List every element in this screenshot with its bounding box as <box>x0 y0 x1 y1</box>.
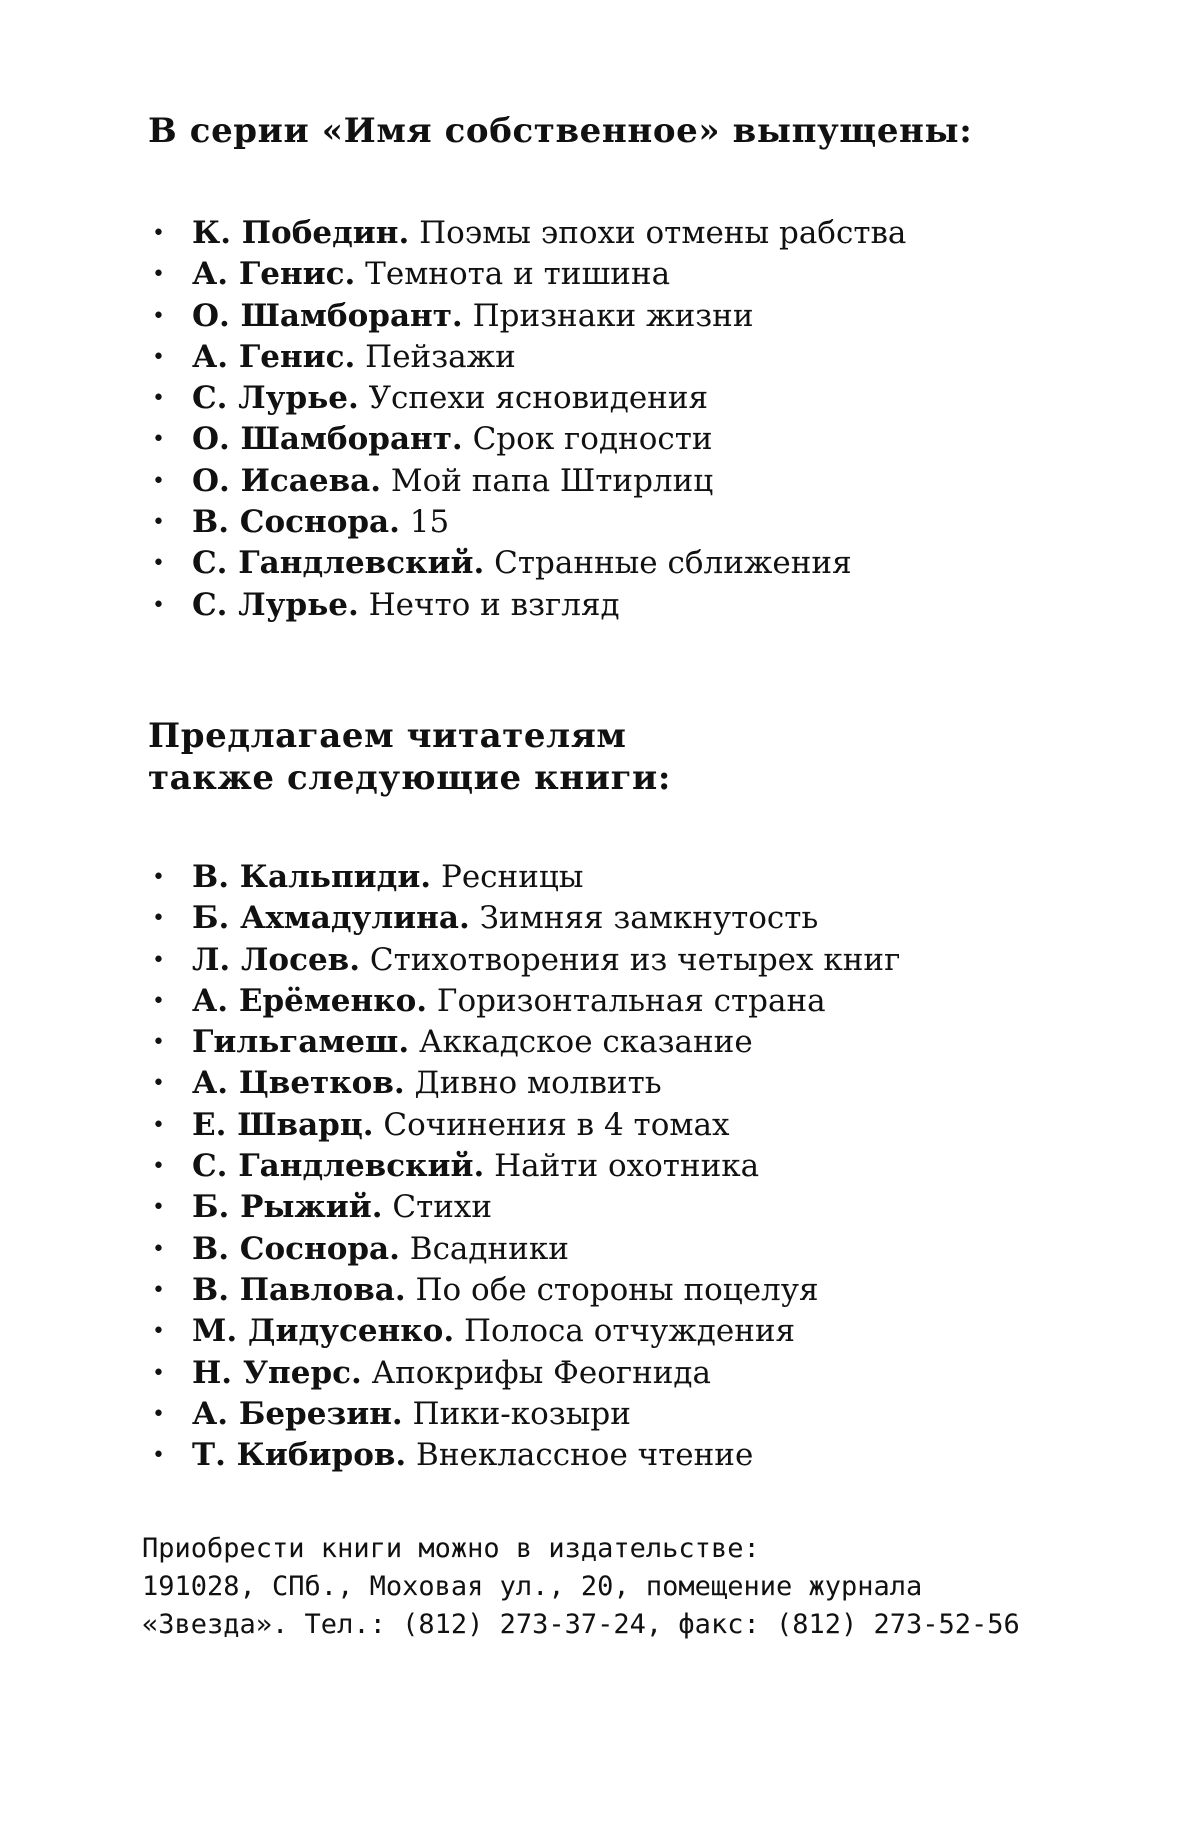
book-author: Б. Рыжий. <box>192 1189 383 1226</box>
book-title: Нечто и взгляд <box>358 586 620 623</box>
book-author: А. Генис. <box>192 338 356 375</box>
book-title: Стихотворения из четырех книг <box>360 941 901 978</box>
book-author: А. Ерёменко. <box>192 982 428 1019</box>
bullet-icon: • <box>152 1277 165 1303</box>
book-title: 15 <box>399 504 450 541</box>
list-item <box>148 213 1108 254</box>
book-title: Дивно молвить <box>404 1065 662 1102</box>
contact-line-2: 191028, СПб., Моховая ул., 20, помещение журнала <box>142 1571 923 1602</box>
bullet-icon: • <box>152 221 165 246</box>
book-author: А. Березин. <box>192 1395 403 1432</box>
offer-heading-line-1: Предлагаем читателям <box>148 716 627 756</box>
list-item <box>148 1270 1108 1311</box>
book-title: Пейзажи <box>355 338 516 375</box>
bullet-icon: • <box>152 1319 165 1345</box>
book-author: М. Дидусенко. <box>192 1313 455 1350</box>
bullet-icon: • <box>152 865 165 890</box>
book-author: А. Цветков. <box>192 1065 405 1102</box>
bullet-icon: • <box>152 344 165 370</box>
list-item <box>148 898 1108 939</box>
book-author: К. Победин. <box>192 215 410 251</box>
list-item <box>148 1105 1108 1146</box>
book-author: С. Гандлевский. <box>192 545 485 582</box>
book-title: Темнота и тишина <box>355 256 671 293</box>
series-heading: В серии «Имя собственное» выпущены: <box>148 111 973 151</box>
book-title: Сочинения в 4 томах <box>373 1106 730 1143</box>
list-item <box>148 1229 1108 1270</box>
book-title: По обе стороны поцелуя <box>405 1271 819 1308</box>
list-item <box>148 585 1108 626</box>
book-title: Внеклассное чтение <box>406 1437 754 1474</box>
book-author: О. Шамборант. <box>192 297 463 334</box>
bullet-icon: • <box>152 1360 165 1386</box>
book-title: Апокрифы Феогнида <box>361 1354 712 1391</box>
list-item <box>148 1311 1108 1352</box>
book-title: Зимняя замкнутость <box>469 900 819 937</box>
publisher-contact <box>142 1530 1020 1644</box>
book-title: Поэмы эпохи отмены рабства <box>409 215 907 251</box>
list-item <box>148 378 1108 419</box>
bullet-icon: • <box>152 592 165 618</box>
bullet-icon: • <box>152 1401 165 1427</box>
bullet-icon: • <box>152 1112 165 1138</box>
book-title: Мой папа Штирлиц <box>380 462 714 499</box>
bullet-icon: • <box>152 947 165 973</box>
bullet-icon: • <box>152 551 165 577</box>
list-item <box>148 543 1108 584</box>
contact-line-3: «Звезда». Тел.: (812) 273-37-24, факс: (812) 273-52-56 <box>142 1609 1020 1640</box>
bullet-icon: • <box>152 906 165 932</box>
list-item <box>148 1435 1108 1476</box>
list-item <box>148 940 1108 981</box>
list-item <box>148 1394 1108 1435</box>
book-title: Успехи ясновидения <box>358 380 709 417</box>
list-item <box>148 1022 1108 1063</box>
list-item <box>148 857 1108 898</box>
book-author: Н. Уперс. <box>192 1354 362 1391</box>
offer-book-list <box>148 857 1108 1476</box>
book-author: В. Павлова. <box>192 1271 406 1308</box>
contact-line-1: Приобрести книги можно в издательстве: <box>142 1533 760 1564</box>
list-item <box>148 419 1108 460</box>
list-item <box>148 1353 1108 1394</box>
book-author: В. Кальпиди. <box>192 859 432 895</box>
bullet-icon: • <box>152 1154 165 1180</box>
book-author: Т. Кибиров. <box>192 1437 407 1474</box>
book-author: Л. Лосев. <box>192 941 361 978</box>
list-item <box>148 254 1108 295</box>
book-author: В. Соснора. <box>192 1230 400 1267</box>
book-title: Признаки жизни <box>462 297 754 334</box>
offer-heading <box>148 715 671 799</box>
book-title: Странные сближения <box>484 545 852 582</box>
book-title: Пики-козыри <box>402 1395 631 1432</box>
bullet-icon: • <box>152 262 165 288</box>
book-author: Е. Шварц. <box>192 1106 374 1143</box>
book-author: Гильгамеш. <box>192 1024 410 1061</box>
list-item <box>148 502 1108 543</box>
list-item <box>148 1187 1108 1228</box>
bullet-icon: • <box>152 1443 165 1469</box>
bullet-icon: • <box>152 303 165 329</box>
bullet-icon: • <box>152 988 165 1014</box>
bullet-icon: • <box>152 1071 165 1097</box>
book-title: Найти охотника <box>484 1148 760 1185</box>
book-title: Всадники <box>399 1230 569 1267</box>
book-title: Стихи <box>382 1189 493 1226</box>
bullet-icon: • <box>152 1236 165 1262</box>
book-author: А. Генис. <box>192 256 356 293</box>
book-title: Аккадское сказание <box>409 1024 753 1061</box>
book-author: В. Соснора. <box>192 504 400 541</box>
book-title: Срок годности <box>462 421 713 458</box>
book-author: О. Исаева. <box>192 462 381 499</box>
list-item <box>148 981 1108 1022</box>
book-author: С. Лурье. <box>192 586 359 623</box>
book-author: С. Гандлевский. <box>192 1148 485 1185</box>
book-author: С. Лурье. <box>192 380 359 417</box>
bullet-icon: • <box>152 1195 165 1221</box>
book-author: Б. Ахмадулина. <box>192 900 470 937</box>
series-book-list <box>148 213 1108 626</box>
book-title: Ресницы <box>431 859 584 895</box>
bullet-icon: • <box>152 386 165 412</box>
bullet-icon: • <box>152 1030 165 1056</box>
bullet-icon: • <box>152 427 165 453</box>
list-item <box>148 1146 1108 1187</box>
bullet-icon: • <box>152 468 165 494</box>
offer-heading-line-2: также следующие книги: <box>148 758 671 798</box>
list-item <box>148 296 1108 337</box>
bullet-icon: • <box>152 510 165 536</box>
book-title: Полоса отчуждения <box>454 1313 796 1350</box>
list-item <box>148 461 1108 502</box>
book-title: Горизонтальная страна <box>427 982 826 1019</box>
book-author: О. Шамборант. <box>192 421 463 458</box>
list-item <box>148 1063 1108 1104</box>
list-item <box>148 337 1108 378</box>
